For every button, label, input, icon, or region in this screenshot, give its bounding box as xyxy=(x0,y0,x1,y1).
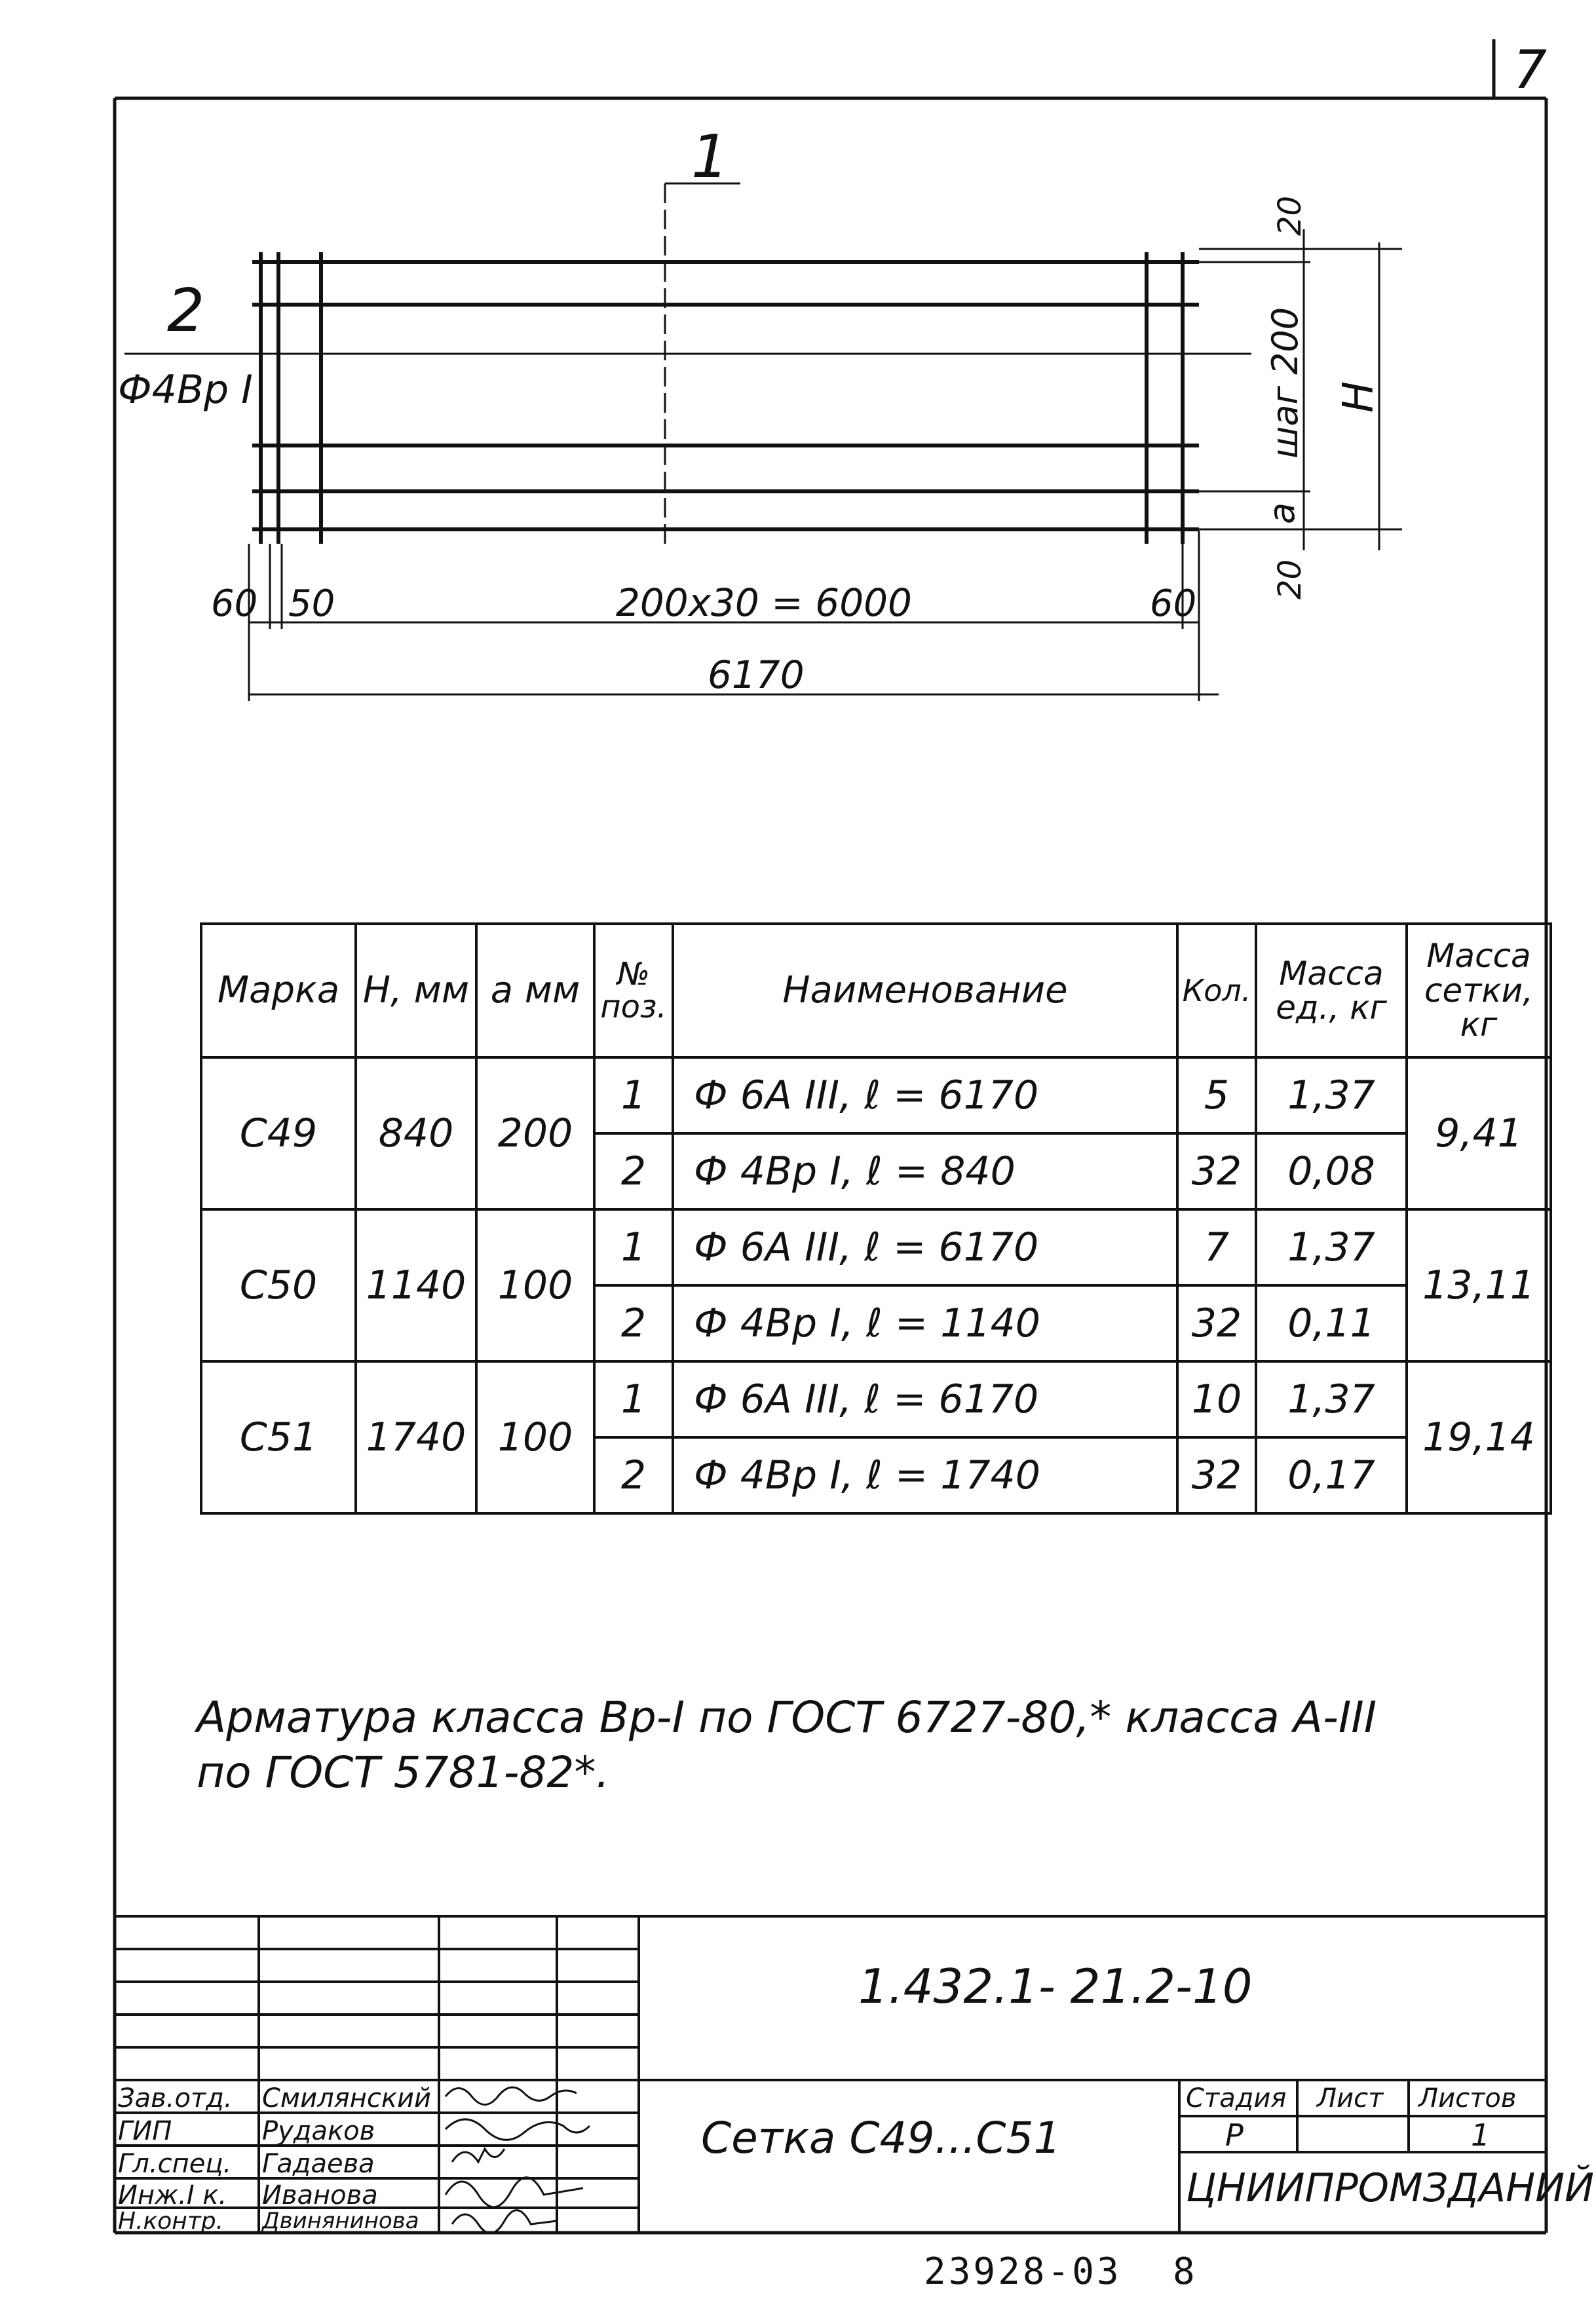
signature-role: Зав.отд. xyxy=(118,2083,233,2113)
signature-name: Смилянский xyxy=(262,2083,432,2113)
organization: ЦНИИПРОМЗДАНИЙ xyxy=(1186,2165,1595,2211)
cell-a: 100 xyxy=(476,1361,594,1513)
signature-role: Инж.I к. xyxy=(118,2180,227,2210)
sheets-header: Листов xyxy=(1418,2083,1517,2113)
cell-h: 840 xyxy=(356,1057,476,1209)
header-h: H, мм xyxy=(356,924,476,1057)
header-qty: Кол. xyxy=(1177,924,1256,1057)
dim-h: H xyxy=(1335,381,1383,413)
cell-a: 200 xyxy=(476,1057,594,1209)
cell-qty: 7 xyxy=(1177,1209,1256,1285)
cell-name: Ф 4Вр I, ℓ = 840 xyxy=(673,1133,1177,1209)
header-name: Наименование xyxy=(673,924,1177,1057)
sheets-value: 1 xyxy=(1471,2117,1491,2153)
dim-right-60: 60 xyxy=(1150,582,1197,625)
cell-name: Ф 6А III, ℓ = 6170 xyxy=(673,1209,1177,1285)
cell-qty: 32 xyxy=(1177,1133,1256,1209)
note-line-1: Арматура класса Вр-I по ГОСТ 6727-80,* класса А-III xyxy=(197,1692,1377,1743)
header-pos: № поз. xyxy=(594,924,673,1057)
signature-role: Н.контр. xyxy=(118,2208,224,2235)
cell-name: Ф 6А III, ℓ = 6170 xyxy=(673,1057,1177,1133)
signature-mark-5 xyxy=(452,2210,557,2233)
cell-h: 1140 xyxy=(356,1209,476,1361)
cell-unit-mass: 0,17 xyxy=(1256,1437,1407,1513)
section-mark: 1 xyxy=(691,123,729,191)
dim-step: шаг 200 xyxy=(1264,307,1306,459)
rod-label-pos: 2 xyxy=(167,276,205,345)
cell-unit-mass: 1,37 xyxy=(1256,1361,1407,1437)
doc-code: 1.432.1- 21.2-10 xyxy=(858,1959,1253,2014)
cell-unit-mass: 0,11 xyxy=(1256,1285,1407,1361)
cell-name: Ф 4Вр I, ℓ = 1140 xyxy=(673,1285,1177,1361)
cell-pos: 1 xyxy=(594,1209,673,1285)
stage-value: Р xyxy=(1225,2117,1244,2153)
signature-mark-1 xyxy=(446,2087,577,2104)
cell-pos: 2 xyxy=(594,1437,673,1513)
dim-main: 200x30 = 6000 xyxy=(616,580,912,625)
cell-unit-mass: 1,37 xyxy=(1256,1057,1407,1133)
cell-mesh-mass: 13,11 xyxy=(1407,1209,1551,1361)
cell-qty: 32 xyxy=(1177,1437,1256,1513)
signature-mark-3 xyxy=(452,2149,504,2162)
signature-role: Гл.спец. xyxy=(118,2149,232,2179)
signature-role: ГИП xyxy=(118,2116,172,2146)
dim-bottom-20: 20 xyxy=(1272,559,1308,599)
cell-a: 100 xyxy=(476,1209,594,1361)
drawing-title: Сетка С49...С51 xyxy=(701,2113,1061,2163)
sheet-header: Лист xyxy=(1317,2083,1384,2113)
cell-mark: С51 xyxy=(201,1361,356,1513)
dim-total: 6170 xyxy=(708,653,805,697)
cell-mark: С49 xyxy=(201,1057,356,1209)
signature-name: Рудаков xyxy=(262,2116,375,2146)
signature-name: Двинянинова xyxy=(262,2208,419,2234)
header-mark: Марка xyxy=(201,924,356,1057)
dim-top-20: 20 xyxy=(1272,195,1308,236)
cell-qty: 10 xyxy=(1177,1361,1256,1437)
cell-pos: 1 xyxy=(594,1361,673,1437)
signature-name: Гадаева xyxy=(262,2149,375,2179)
cell-unit-mass: 1,37 xyxy=(1256,1209,1407,1285)
stage-header: Стадия xyxy=(1186,2083,1287,2113)
header-unit-mass: Масса ед., кг xyxy=(1256,924,1407,1057)
dim-left-60: 60 xyxy=(211,582,258,625)
cell-pos: 1 xyxy=(594,1057,673,1133)
cell-h: 1740 xyxy=(356,1361,476,1513)
cell-pos: 2 xyxy=(594,1133,673,1209)
dim-a: a xyxy=(1261,502,1302,524)
cell-qty: 5 xyxy=(1177,1057,1256,1133)
cell-qty: 32 xyxy=(1177,1285,1256,1361)
signature-mark-2 xyxy=(446,2119,590,2140)
page-number: 8 xyxy=(1173,2250,1195,2293)
cell-name: Ф 4Вр I, ℓ = 1740 xyxy=(673,1437,1177,1513)
cell-unit-mass: 0,08 xyxy=(1256,1133,1407,1209)
header-a: a мм xyxy=(476,924,594,1057)
rod-label-spec: Ф4Вр I xyxy=(118,367,253,413)
signature-name: Иванова xyxy=(262,2180,378,2210)
cell-name: Ф 6А III, ℓ = 6170 xyxy=(673,1361,1177,1437)
cell-mesh-mass: 19,14 xyxy=(1407,1361,1551,1513)
cell-mark: С50 xyxy=(201,1209,356,1361)
archive-number: 23928-03 xyxy=(924,2250,1122,2293)
dim-left-50: 50 xyxy=(288,582,335,625)
signature-mark-4 xyxy=(446,2178,583,2207)
note-line-2: по ГОСТ 5781-82*. xyxy=(197,1747,610,1798)
cell-pos: 2 xyxy=(594,1285,673,1361)
cell-mesh-mass: 9,41 xyxy=(1407,1057,1551,1209)
header-mesh-mass: Масса сетки, кг xyxy=(1407,924,1551,1057)
sheet-number: 7 xyxy=(1513,39,1547,100)
